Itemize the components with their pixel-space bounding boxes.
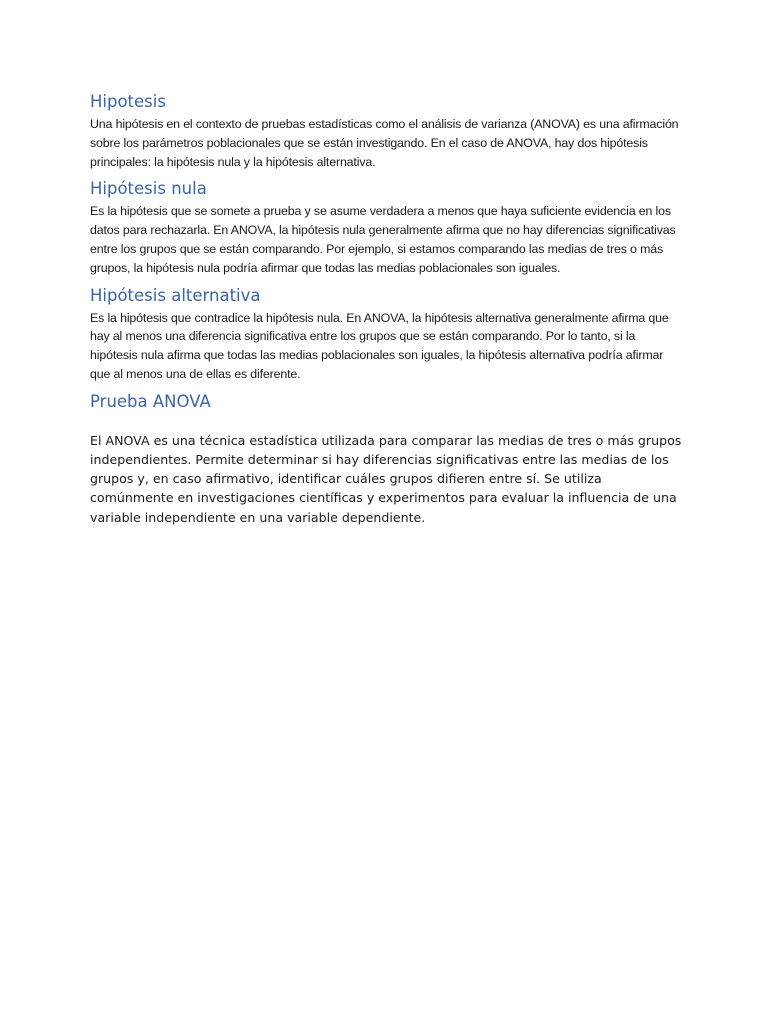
paragraph-hipotesis-alternativa: Es la hipótesis que contradice la hipótesis nula. En ANOVA, la hipótesis alternativa generalmente afirma que hay al menos una diferencia significativa entre los grupos que se están comparando. Por lo tanto, si la hipótesis nula afirma que todas las medias poblacionales son iguales, la hipótesis alternativa podría afirmar que al menos una de ellas es diferente. [90, 310, 669, 381]
paragraph-prueba-anova: El ANOVA es una técnica estadística utilizada para comparar las medias de tres o más grupos independientes. Permite determinar si hay diferencias significativas entre las medias de los grupos y, en caso afirmativo, identificar cuáles grupos difieren entre sí. Se utiliza comúnmente en investigaciones científicas y experimentos para evaluar la influencia de una variable independiente en una variable dependiente. [90, 432, 682, 525]
document-page [90, 92, 682, 527]
heading-prueba-anova: Prueba ANOVA [90, 391, 211, 411]
paragraph-hipotesis: Una hipótesis en el contexto de pruebas estadísticas como el análisis de varianza (ANOVA) es una afirmación sobre los parámetros poblacionales que se están investigando. En el caso de ANOVA, hay dos hipótesis principales: la hipótesis nula y la hipótesis alternativa. [90, 117, 679, 169]
paragraph-hipotesis-nula: Es la hipótesis que se somete a prueba y se asume verdadera a menos que haya suficiente evidencia en los datos para rechazarla. En ANOVA, la hipótesis nula generalmente afirma que no hay diferencias significativas entre los grupos que se están comparando. Por ejemplo, si estamos comparando las medias de tres o más grupos, la hipótesis nula podría afirmar que todas las medias poblacionales son iguales. [90, 204, 676, 275]
heading-hipotesis-alternativa: Hipótesis alternativa [90, 285, 261, 305]
heading-hipotesis-nula: Hipótesis nula [90, 179, 207, 199]
heading-hipotesis: Hipotesis [90, 92, 166, 111]
